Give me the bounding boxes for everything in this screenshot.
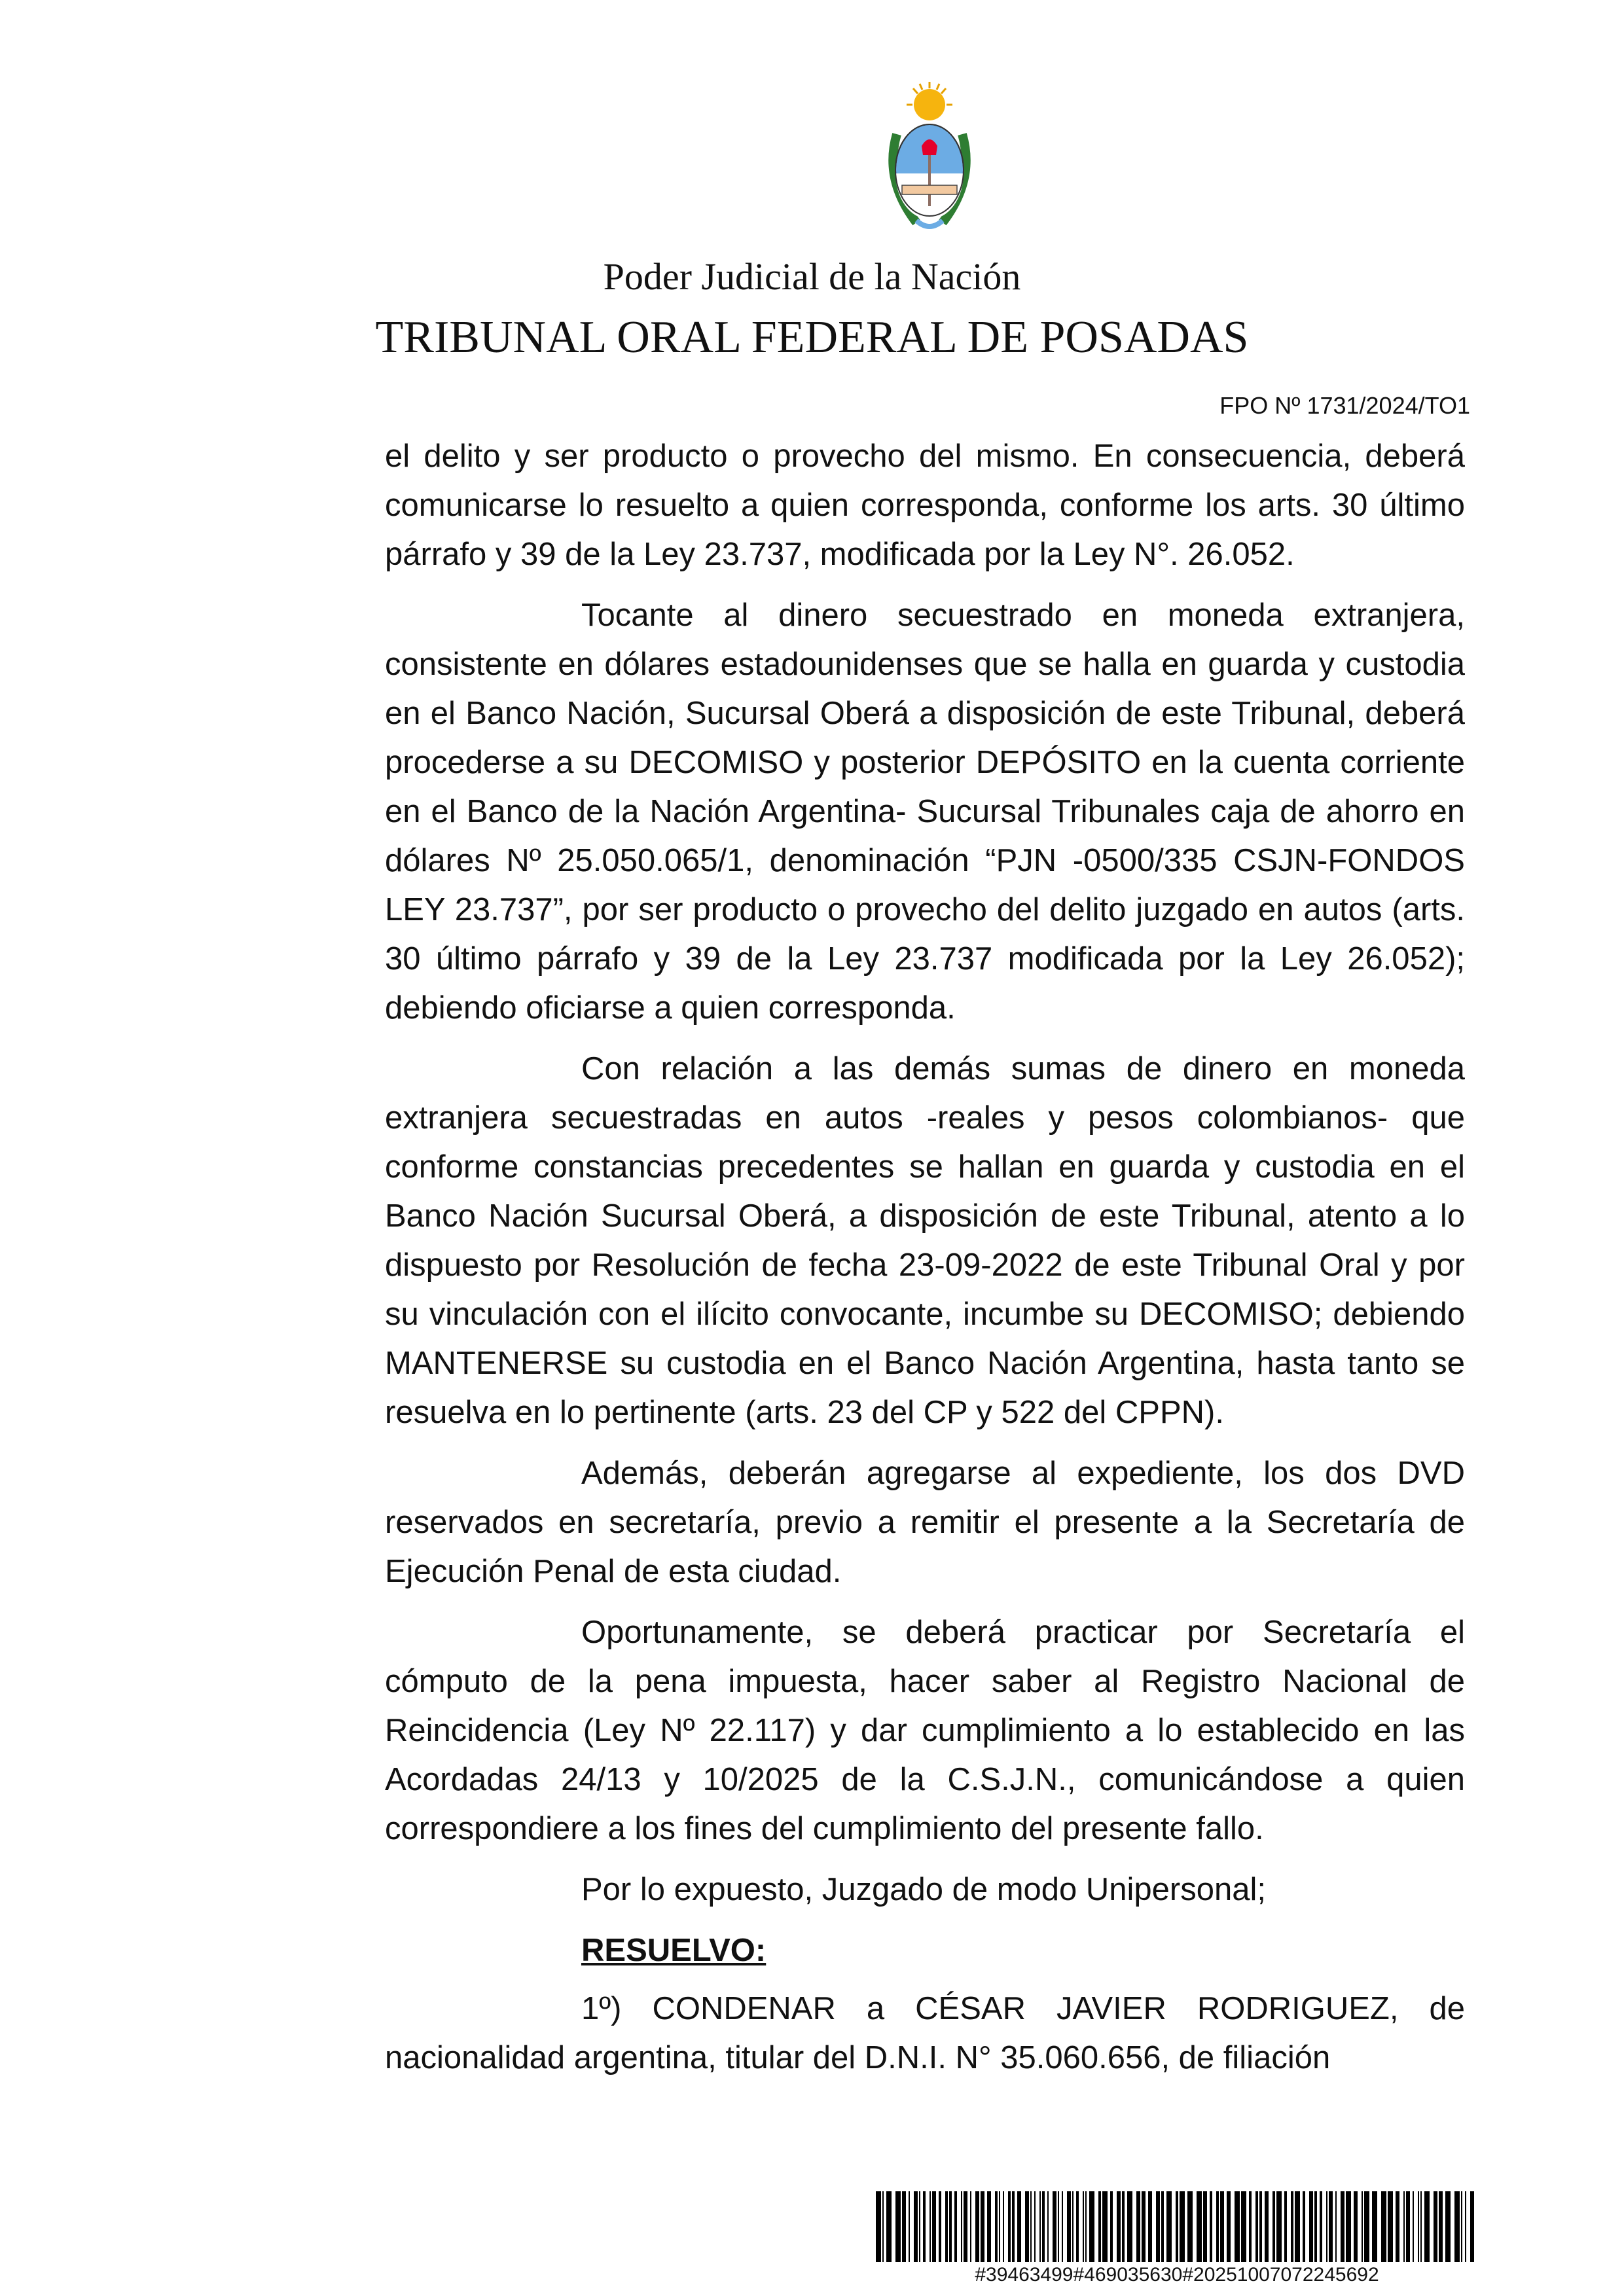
- barcode-bar: [1354, 2191, 1358, 2262]
- barcode-bar: [1439, 2191, 1443, 2262]
- barcode-bar: [1142, 2191, 1146, 2262]
- barcode-bar: [929, 2191, 931, 2262]
- barcode-bar: [1058, 2191, 1059, 2262]
- barcode-bar: [1067, 2191, 1071, 2262]
- barcode-bar: [1434, 2191, 1437, 2262]
- barcode-bar: [902, 2191, 906, 2262]
- barcode-bar: [1470, 2191, 1474, 2262]
- barcode-bar: [886, 2191, 892, 2262]
- barcode-bar: [1122, 2191, 1125, 2262]
- paragraph-foreign-currency: Tocante al dinero secuestrado en moneda extranjera, consistente en dólares estadounidenses que se halla en guarda y custodia en el Banco Nación, Sucursal Oberá a disposición de este Tribunal, deberá procederse a su DECOMISO y posterior DEPÓSITO en la cuenta corriente en el Banco de la Nación Argentina- Sucursal Tribunales caja de ahorro en dólares Nº 25.050.065/1, denominación “PJN -0500/335 CSJN-FONDOS LEY 23.737”, por ser producto o provecho del delito juzgado en autos (arts. 30 último párrafo y 39 de la Ley 23.737 modificada por la Ley 26.052); debiendo oficiarse a quien corresponda.: [385, 598, 1465, 1026]
- barcode-bar: [1156, 2191, 1160, 2262]
- barcode-bar: [945, 2191, 948, 2262]
- barcode-bar: [975, 2191, 979, 2262]
- barcode-bar: [1025, 2191, 1029, 2262]
- barcode-bar: [1362, 2191, 1363, 2262]
- sun-icon: [907, 82, 952, 120]
- barcode-bar: [1012, 2191, 1015, 2262]
- paragraph-conclusion: Por lo expuesto, Juzgado de modo Unipersonal;: [581, 1872, 1266, 1907]
- barcode-bar: [1003, 2191, 1004, 2262]
- barcode-bar: [1249, 2191, 1252, 2262]
- barcode-bar: [1314, 2191, 1317, 2262]
- paragraph-other-sums: Con relación a las demás sumas de dinero en moneda extranjera secuestradas en autos -reales y pesos colombianos- que conforme constancias precedentes se hallan en guarda y custodia en el Banco Nación Sucursal Oberá, a disposición de este Tribunal, atento a lo dispuesto por Resolución de fecha 23-09-2022 de este Tribunal Oral y por su vinculación con el ilícito convocante, incumbe su DECOMISO; debiendo MANTENERSE su custodia en el Banco Nación Argentina, hasta tanto se resuelva en lo pertinente (arts. 23 del CP y 522 del CPPN).: [385, 1051, 1465, 1430]
- court-name: TRIBUNAL ORAL FEDERAL DE POSADAS: [375, 312, 1249, 363]
- barcode-bar: [1117, 2191, 1121, 2262]
- barcode-bar: [1047, 2191, 1049, 2262]
- barcode-bar: [1406, 2191, 1410, 2262]
- barcode-bar: [1053, 2191, 1056, 2262]
- barcode-bar: [1381, 2191, 1386, 2262]
- barcode-bar: [954, 2191, 957, 2262]
- barcode-bar: [1326, 2191, 1327, 2262]
- barcode-bar: [1085, 2191, 1087, 2262]
- barcode-bar: [1424, 2191, 1430, 2262]
- paragraph-computation: Oportunamente, se deberá practicar por Secretaría el cómputo de la pena impuesta, hacer saber al Registro Nacional de Reincidencia (Ley Nº 22.117) y dar cumplimiento a lo establecido en las Acordadas 24/13 y 10/2025 de la C.S.J.N., comunicándose a quien correspondiere a los fines del cumplimiento del presente fallo.: [385, 1615, 1465, 1846]
- barcode-bar: [981, 2191, 984, 2262]
- barcode-bar: [1203, 2191, 1207, 2262]
- case-number: FPO Nº 1731/2024/TO1: [1219, 392, 1470, 419]
- barcode-bar: [882, 2191, 884, 2262]
- barcode-bar: [1136, 2191, 1140, 2262]
- barcode-bar: [1303, 2191, 1305, 2262]
- barcode-bar: [1161, 2191, 1164, 2262]
- barcode-bar: [919, 2191, 920, 2262]
- barcode-bar: [932, 2191, 936, 2262]
- barcode-bar: [1364, 2191, 1369, 2262]
- institution-name: Poder Judicial de la Nación: [603, 255, 1021, 298]
- resolution-item-1: 1º) CONDENAR a CÉSAR JAVIER RODRIGUEZ, de nacionalidad argentina, titular del D.N.I. N° 35.060.656, de filiación: [385, 1991, 1465, 2075]
- barcode-bar: [1329, 2191, 1333, 2262]
- barcode-bar: [1176, 2191, 1178, 2262]
- barcode-bar: [1396, 2191, 1399, 2262]
- barcode-bar: [1110, 2191, 1113, 2262]
- barcode-bar: [1255, 2191, 1258, 2262]
- barcode-bar: [895, 2191, 901, 2262]
- barcode-bar: [949, 2191, 952, 2262]
- barcode-bar: [1148, 2191, 1152, 2262]
- barcode-bar: [1413, 2191, 1414, 2262]
- barcode-bar: [1241, 2191, 1246, 2262]
- barcode-bar: [999, 2191, 1000, 2262]
- barcode-bar: [1227, 2191, 1231, 2262]
- document-body: [385, 432, 1465, 2094]
- barcode-bar: [1216, 2191, 1219, 2262]
- barcode-bar: [1030, 2191, 1032, 2262]
- barcode-bar: [995, 2191, 998, 2262]
- barcode-bar: [1335, 2191, 1337, 2262]
- barcode-bar: [1465, 2191, 1466, 2262]
- barcode-bar: [1089, 2191, 1094, 2262]
- barcode-bar: [1372, 2191, 1377, 2262]
- barcode-bar: [1039, 2191, 1041, 2262]
- paragraph-continuation: el delito y ser producto o provecho del mismo. En consecuencia, deberá comunicarse lo resuelto a quien corresponda, conforme los arts. 30 último párrafo y 39 de la Ley 23.737, modificada por la Ley N°. 26.052.: [385, 439, 1465, 572]
- barcode-bar: [987, 2191, 991, 2262]
- barcode-bar: [1445, 2191, 1451, 2262]
- barcode-bar: [1272, 2191, 1275, 2262]
- barcode-bar: [1284, 2191, 1287, 2262]
- barcode-bar: [1210, 2191, 1212, 2262]
- barcode-bar: [1076, 2191, 1079, 2262]
- barcode-bar: [1008, 2191, 1011, 2262]
- barcode-bar: [1418, 2191, 1419, 2262]
- barcode-bar: [1042, 2191, 1045, 2262]
- barcode-bar: [970, 2191, 971, 2262]
- barcode-bar: [1187, 2191, 1193, 2262]
- barcode-bar: [1461, 2191, 1462, 2262]
- barcode-bar: [1259, 2191, 1262, 2262]
- barcode-bar: [1341, 2191, 1344, 2262]
- barcode-bar: [1102, 2191, 1108, 2262]
- barcode-bar: [1454, 2191, 1460, 2262]
- barcode-text: #39463499#469035630#20251007072245692: [975, 2264, 1379, 2286]
- barcode-icon: [876, 2191, 1478, 2262]
- barcode-bar: [1180, 2191, 1185, 2262]
- barcode-bar: [1072, 2191, 1074, 2262]
- barcode-bar: [1291, 2191, 1293, 2262]
- barcode-bar: [964, 2191, 967, 2262]
- barcode-bar: [914, 2191, 918, 2262]
- barcode-bar: [1062, 2191, 1063, 2262]
- barcode-bar: [1017, 2191, 1021, 2262]
- resolution-heading: RESUELVO:: [581, 1933, 767, 1968]
- barcode-bar: [1098, 2191, 1101, 2262]
- barcode-bar: [1276, 2191, 1282, 2262]
- barcode-bar: [1265, 2191, 1269, 2262]
- barcode-bar: [1420, 2191, 1422, 2262]
- barcode-bar: [1403, 2191, 1405, 2262]
- paragraph-dvd: Además, deberán agregarse al expediente, los dos DVD reservados en secretaría, previo a remitir el presente a la Secretaría de Ejecución Penal de esta ciudad.: [385, 1456, 1465, 1589]
- barcode-bar: [1320, 2191, 1322, 2262]
- barcode-bar: [909, 2191, 910, 2262]
- barcode-bar: [876, 2191, 881, 2262]
- barcode-bar: [1346, 2191, 1351, 2262]
- barcode-bar: [1083, 2191, 1084, 2262]
- barcode-bar: [1235, 2191, 1240, 2262]
- barcode-bar: [939, 2191, 941, 2262]
- coat-of-arms-icon: [871, 75, 988, 239]
- barcode-bar: [1166, 2191, 1172, 2262]
- barcode-bar: [961, 2191, 962, 2262]
- barcode-bar: [1197, 2191, 1202, 2262]
- barcode-bar: [1388, 2191, 1393, 2262]
- barcode-bar: [1309, 2191, 1313, 2262]
- barcode-bar: [923, 2191, 926, 2262]
- barcode-bar: [1127, 2191, 1132, 2262]
- barcode-bar: [1220, 2191, 1224, 2262]
- barcode-bar: [1295, 2191, 1300, 2262]
- barcode-bar: [1034, 2191, 1036, 2262]
